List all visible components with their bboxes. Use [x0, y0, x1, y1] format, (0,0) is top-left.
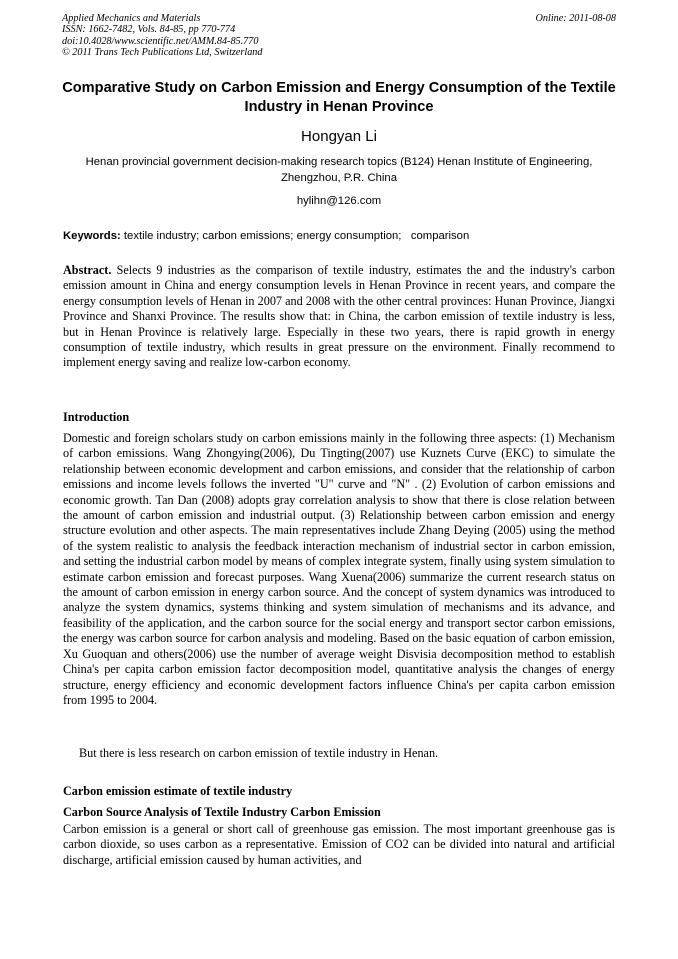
copyright-line: © 2011 Trans Tech Publications Ltd, Switzerland [62, 47, 263, 59]
keywords-text: textile industry; carbon emissions; energy consumption; comparison [120, 230, 470, 242]
journal-name: Applied Mechanics and Materials [62, 13, 201, 24]
online-date: Online: 2011-08-08 [535, 13, 616, 24]
doi-line: doi:10.4028/www.scientific.net/AMM.84-85.770 [62, 35, 259, 47]
introduction-closing-paragraph: But there is less research on carbon emission of textile industry in Henan. [79, 746, 439, 760]
journal-header [62, 13, 616, 59]
abstract-label: Abstract. [63, 263, 112, 277]
introduction-heading: Introduction [63, 410, 130, 424]
introduction-paragraph: Domestic and foreign scholars study on carbon emissions mainly in the following three aspects: (1) Mechanism of carbon emissions. Wang Zhongying(2006), Du Tingting(2007) use Kuznets Curve (EKC) to simulate the relationship between economic development and carbon emissions, and consider that the relationship of carbon emissions and income levels follows the inverted "U" curve and "N" . (2) Evolution of carbon emissions and economic growth. Tan Dan (2008) adopts gray correlation analysis to show that there is close relation between the amount of carbon emission and industrial output. (3) Relationship between carbon emission and energy structure evolution and other aspects. The main representatives include Zhang Deying (2005) using the method of the system realistic to analysis the feedback interaction mechanism of industrial sector in carbon emission, and setting the industrial carbon model by means of complex integrate system, finally using system simulation to estimate carbon emission and forecast purposes. Wang Xuena(2006) summarize the current research status on the amount of carbon emission in energy carbon source. And the concept of system dynamics was introduced to analyze the system dynamics, systems thinking and system simulation of mechanisms and its advance, and feasibility of the application, and the carbon source for the social energy and transport sector carbon emissions, the energy was carbon source for carbon analysis and modeling. Based on the basic equation of carbon emission, Xu Guoquan and others(2006) use the number of average weight Disvisia decomposition method to establish China's per capita carbon emission factor decomposition model, quantitative analysis the changes of energy structure, energy efficiency and economic development factors influence China's per capita carbon emission from 1995 to 2004. [63, 431, 615, 707]
abstract-text: Selects 9 industries as the comparison of textile industry, estimates the and the industry's carbon emission amount in China and energy consumption levels in Henan Province in recent years, and compare the energy consumption levels of Henan in 2007 and 2008 with the other central provinces: Hunan Province, Jiangxi Province and Shanxi Province. The results show that: in China, the carbon emission of textile industry is less, but in Henan Province is relatively large. Especially in these two years, there is rapid growth in energy consumption of textile industry, which results in great pressure on the environment. Finally recommend to implement energy saving and realize low-carbon economy. [63, 263, 615, 370]
issn-line: ISSN: 1662-7482, Vols. 84-85, pp 770-774 [62, 24, 236, 36]
keywords [63, 229, 615, 243]
abstract [63, 263, 615, 371]
author-name: Hongyan Li [301, 128, 377, 145]
keywords-label: Keywords: [63, 230, 121, 242]
author-email: hylihn@126.com [296, 195, 382, 207]
paper-title: Comparative Study on Carbon Emission and Energy Consumption of the Textile Industry in Henan Province [62, 80, 616, 115]
section-heading: Carbon emission estimate of textile industry [63, 784, 293, 798]
author-affiliation: Henan provincial government decision-making research topics (B124) Henan Institute of Engineering, Zhengzhou, P.R. China [85, 156, 593, 184]
subsection-heading: Carbon Source Analysis of Textile Industry Carbon Emission [63, 805, 381, 819]
section-paragraph: Carbon emission is a general or short call of greenhouse gas emission. The most important greenhouse gas is carbon dioxide, so uses carbon as a representative. Emission of CO2 can be divided into natural and artificial discharge, artificial emission caused by human activities, and [63, 822, 615, 867]
